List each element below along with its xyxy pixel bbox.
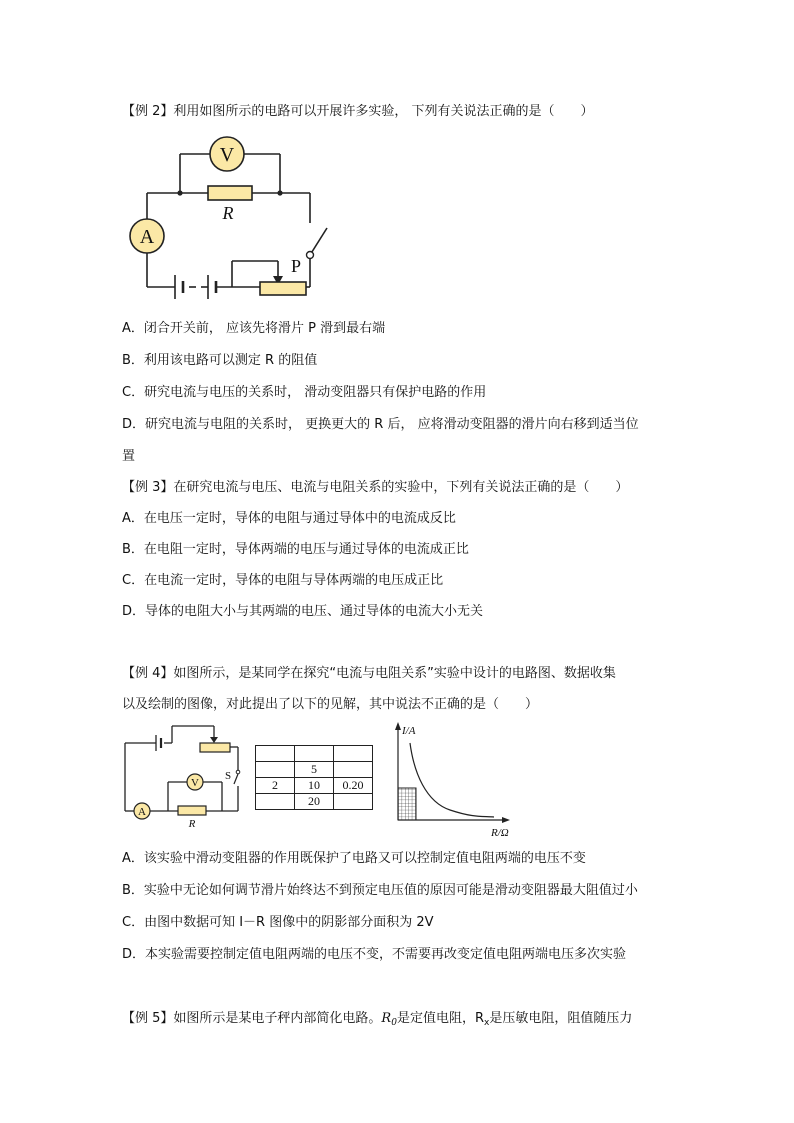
- table-cell: [295, 746, 334, 762]
- ex3-question: 【例 3】在研究电流与电压、电流与电阻关系的实验中，下列有关说法正确的是（ ）: [122, 480, 629, 495]
- ex5-question: [122, 1010, 632, 1032]
- table-cell: [334, 762, 373, 778]
- resistor-label: R: [222, 203, 234, 223]
- switch-label: S: [224, 770, 232, 782]
- voltmeter-label: V: [191, 777, 199, 789]
- ex4-question-line1: 【例 4】如图所示，是某同学在探究“电流与电阻关系”实验中设计的电路图、数据收集: [122, 666, 616, 681]
- table-cell: 20: [295, 794, 334, 810]
- r0-symbol: $R_0$: [381, 1011, 397, 1028]
- table-cell: 10: [295, 778, 334, 794]
- table-cell: [334, 746, 373, 762]
- rx-symbol: $R_x$: [474, 1011, 490, 1028]
- ammeter-label: A: [139, 226, 155, 248]
- table-cell: [256, 746, 295, 762]
- table-cell: 0.20: [334, 778, 373, 794]
- graph-ylabel: I/A: [402, 725, 416, 737]
- data-table: [255, 745, 373, 810]
- table-row: [256, 746, 373, 762]
- ex2-option-d: D．研究电流与电阻的关系时， 更换更大的 R 后， 应将滑动变阻器的滑片向右移到适当位: [122, 417, 639, 432]
- ex4-option-c: C．由图中数据可知 I－R 图像中的阴影部分面积为 2V: [122, 915, 434, 930]
- ex4-option-b: B．实验中无论如何调节滑片始终达不到预定电压值的原因可能是滑动变阻器最大阻值过小: [122, 883, 638, 898]
- table-cell: [256, 794, 295, 810]
- ex3-option-d: D．导体的电阻大小与其两端的电压、通过导体的电流大小无关: [122, 604, 484, 619]
- table-row: [256, 762, 373, 778]
- ex3-option-b: B．在电阻一定时，导体两端的电压与通过导体的电流成正比: [122, 542, 469, 557]
- ex3-option-c: C．在电流一定时，导体的电阻与导体两端的电压成正比: [122, 573, 444, 588]
- table-cell: [256, 762, 295, 778]
- ex3-option-a: A．在电压一定时，导体的电阻与通过导体中的电流成反比: [122, 511, 456, 526]
- ex2-question: 【例 2】利用如图所示的电路可以开展许多实验， 下列有关说法正确的是（ ）: [122, 104, 594, 119]
- ammeter-label: A: [138, 806, 146, 818]
- table-cell: 5: [295, 762, 334, 778]
- table-row: [256, 778, 373, 794]
- ex4-question-line2: 以及绘制的图像，对此提出了以下的见解，其中说法不正确的是（ ）: [122, 697, 539, 712]
- ex4-option-d: D．本实验需要控制定值电阻两端的电压不变，不需要再改变定值电阻两端电压多次实验: [122, 947, 627, 962]
- voltmeter-label: V: [219, 144, 235, 166]
- table-cell: 2: [256, 778, 295, 794]
- slider-label: P: [290, 256, 302, 276]
- table-row: [256, 794, 373, 810]
- graph-xlabel: R/Ω: [491, 827, 509, 839]
- ex4-option-a: A．该实验中滑动变阻器的作用既保护了电路又可以控制定值电阻两端的电压不变: [122, 851, 586, 866]
- ex5-question-c: 是压敏电阻，阻值随压力: [489, 1011, 633, 1026]
- ex5-question-b: 是定值电阻，: [396, 1011, 475, 1026]
- ex2-circuit-diagram: [120, 135, 330, 305]
- ex5-question-a: 【例 5】如图所示是某电子秤内部简化电路。: [122, 1011, 382, 1026]
- ex2-option-b: B．利用该电路可以测定 R 的阻值: [122, 353, 318, 368]
- ex4-circuit-diagram: [120, 722, 245, 830]
- ex2-option-d-cont: 置: [122, 449, 136, 464]
- ir-graph: [388, 718, 518, 840]
- ex2-option-a: A．闭合开关前， 应该先将滑片 P 滑到最右端: [122, 321, 386, 336]
- resistor-label: R: [188, 818, 196, 830]
- ex2-option-c: C．研究电流与电压的关系时， 滑动变阻器只有保护电路的作用: [122, 385, 487, 400]
- table-cell: [334, 794, 373, 810]
